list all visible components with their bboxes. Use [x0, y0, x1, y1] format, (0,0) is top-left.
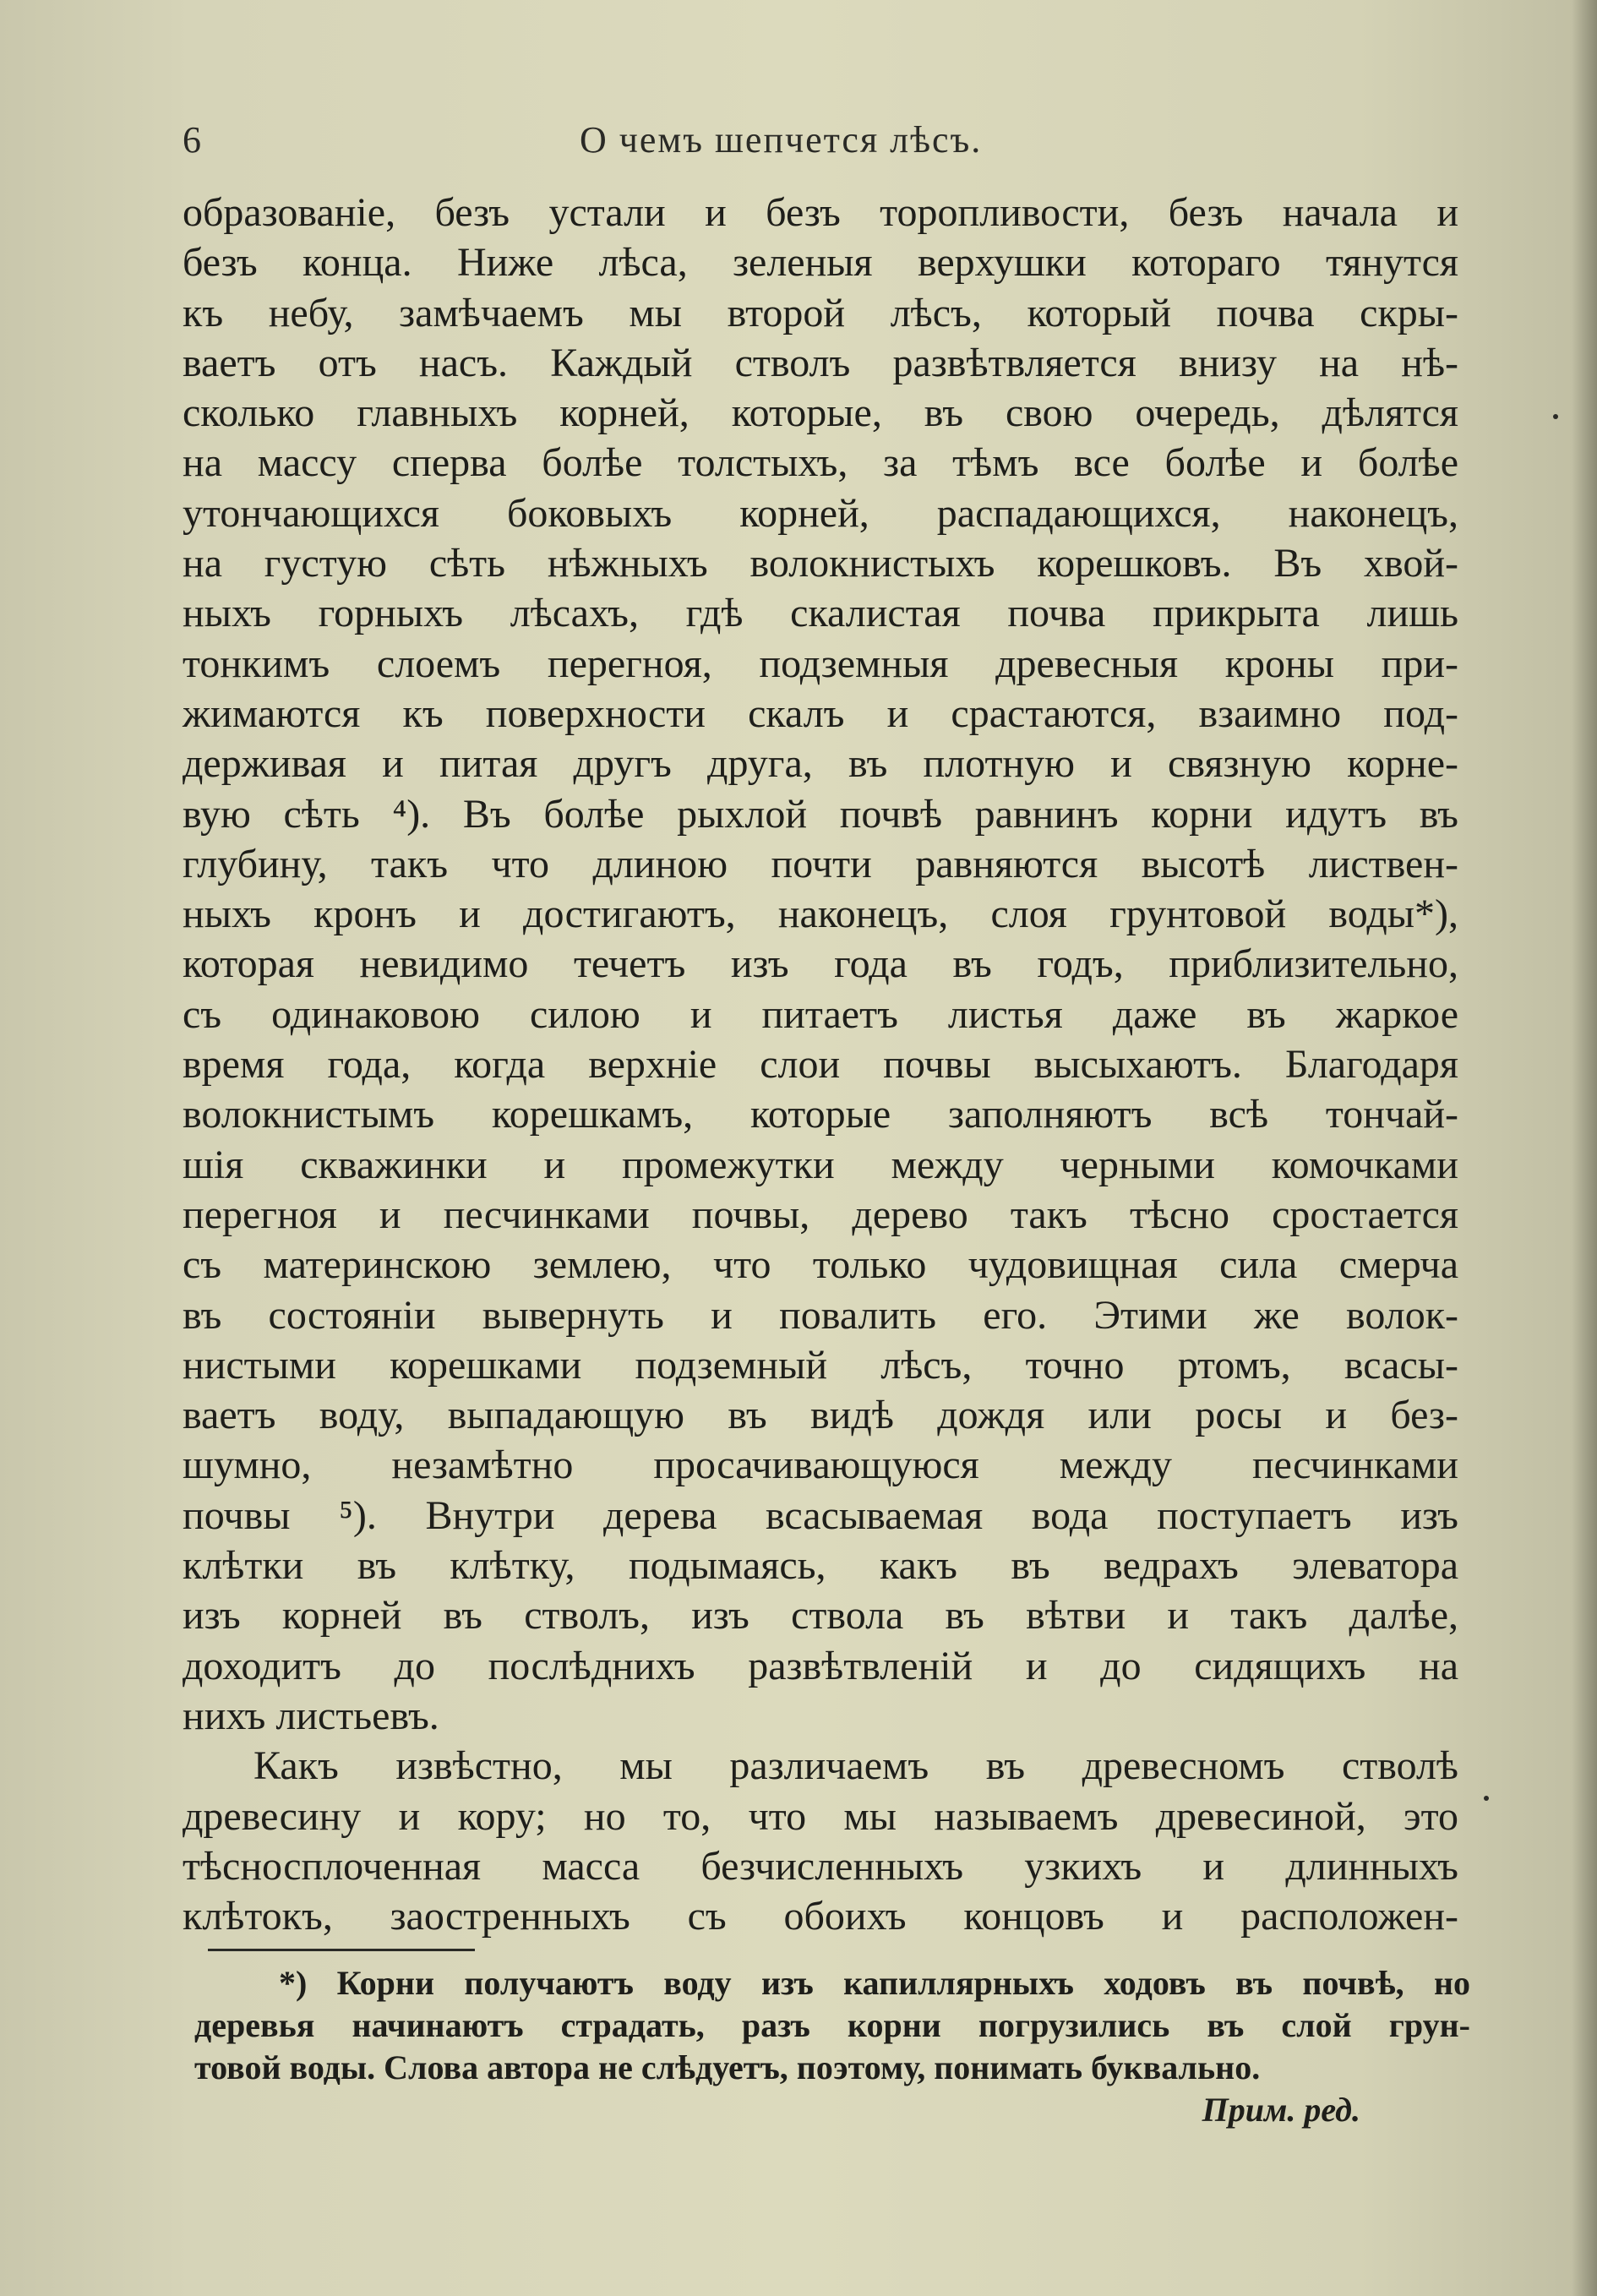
- footnote-line: деревья начинаютъ страдать, разъ корни погрузились въ слой грун-: [194, 2006, 1470, 2044]
- text-line: ныхъ горныхъ лѣсахъ, гдѣ скалистая почва прикрыта лишь: [183, 591, 1458, 636]
- footnote-line: товой воды. Слова автора не слѣдуетъ, поэтому, понимать буквально.: [194, 2048, 1261, 2086]
- text-line: доходитъ до послѣднихъ развѣтвленій и до сидящихъ на: [183, 1643, 1458, 1688]
- footnote-line: *) Корни получаютъ воду изъ капиллярныхъ ходовъ въ почвѣ, но: [279, 1964, 1470, 2002]
- text-line: съ одинаковою силою и питаетъ листья даже въ жаркое: [183, 991, 1458, 1037]
- text-line: тѣсносплоченная масса безчисленныхъ узкихъ и длинныхъ: [183, 1843, 1458, 1889]
- text-line: клѣтокъ, заостренныхъ съ обоихъ концовъ и расположен-: [183, 1894, 1458, 1939]
- paper-speck: [1553, 414, 1558, 419]
- text-line: сколько главныхъ корней, которые, въ свою очередь, дѣлятся: [183, 390, 1458, 436]
- text-line: на массу сперва болѣе толстыхъ, за тѣмъ все болѣе и болѣе: [183, 440, 1458, 486]
- text-line: ваетъ отъ насъ. Каждый стволъ развѣтвляется внизу на нѣ-: [183, 340, 1458, 385]
- text-line: ныхъ кронъ и достигаютъ, наконецъ, слоя грунтовой воды*),: [183, 892, 1458, 937]
- text-line: въ состояніи вывернуть и повалить его. Этими же волок-: [183, 1292, 1458, 1338]
- page-edge-shadow: [1572, 0, 1597, 2296]
- text-line: почвы ⁵). Внутри дерева всасываемая вода поступаетъ изъ: [183, 1492, 1458, 1538]
- text-line: къ небу, замѣчаемъ мы второй лѣсъ, который почва скры-: [183, 290, 1458, 335]
- text-line: образованіе, безъ устали и безъ торопливости, безъ начала и: [183, 190, 1458, 235]
- text-line: время года, когда верхніе слои почвы высыхаютъ. Благодаря: [183, 1042, 1458, 1088]
- text-line: жимаются къ поверхности скалъ и срастаются, взаимно под-: [183, 690, 1458, 736]
- text-line: вую сѣть ⁴). Въ болѣе рыхлой почвѣ равнинъ корни идутъ въ: [183, 791, 1458, 837]
- text-line: шія скважинки и промежутки между черными комочками: [183, 1142, 1458, 1187]
- body-text: [183, 188, 1458, 1941]
- text-line: на густую сѣть нѣжныхъ волокнистыхъ корешковъ. Въ хвой-: [183, 541, 1458, 586]
- text-line: которая невидимо течетъ изъ года въ годъ, приблизительно,: [183, 941, 1458, 987]
- running-title: О чемъ шепчется лѣсъ.: [580, 119, 983, 161]
- page-header: [183, 118, 1450, 169]
- text-line: безъ конца. Ниже лѣса, зеленыя верхушки котораго тянутся: [183, 240, 1458, 286]
- text-line: нихъ листьевъ.: [183, 1693, 439, 1738]
- footnote-attribution: Прим. ред.: [1202, 2091, 1360, 2129]
- paper-speck: [1484, 1796, 1489, 1801]
- footnote: [194, 1962, 1470, 2131]
- text-line: волокнистымъ корешкамъ, которые заполняютъ всѣ тончай-: [183, 1092, 1458, 1137]
- footnote-rule: [208, 1949, 475, 1951]
- page-number: 6: [183, 119, 201, 161]
- text-line: шумно, незамѣтно просачивающуюся между песчинками: [183, 1442, 1458, 1488]
- text-line: нистыми корешками подземный лѣсъ, точно ртомъ, всасы-: [183, 1342, 1458, 1388]
- text-line: ваетъ воду, выпадающую въ видѣ дождя или росы и без-: [183, 1393, 1458, 1438]
- text-line: древесину и кору; но то, что мы называемъ древесиной, это: [183, 1793, 1458, 1839]
- text-line: держивая и питая другъ друга, въ плотную и связную корне-: [183, 741, 1458, 787]
- paragraph-start-line: Какъ извѣстно, мы различаемъ въ древесномъ стволѣ: [253, 1743, 1458, 1789]
- text-line: съ материнскою землею, что только чудовищная сила смерча: [183, 1242, 1458, 1288]
- text-line: изъ корней въ стволъ, изъ ствола въ вѣтви и такъ далѣе,: [183, 1593, 1458, 1639]
- text-line: перегноя и песчинками почвы, дерево такъ тѣсно сростается: [183, 1192, 1458, 1237]
- text-line: глубину, такъ что длиною почти равняются высотѣ листвен-: [183, 841, 1458, 886]
- text-line: клѣтки въ клѣтку, подымаясь, какъ въ ведрахъ элеватора: [183, 1543, 1458, 1589]
- text-line: тонкимъ слоемъ перегноя, подземныя древесныя кроны при-: [183, 641, 1458, 686]
- text-line: утончающихся боковыхъ корней, распадающихся, наконецъ,: [183, 490, 1458, 536]
